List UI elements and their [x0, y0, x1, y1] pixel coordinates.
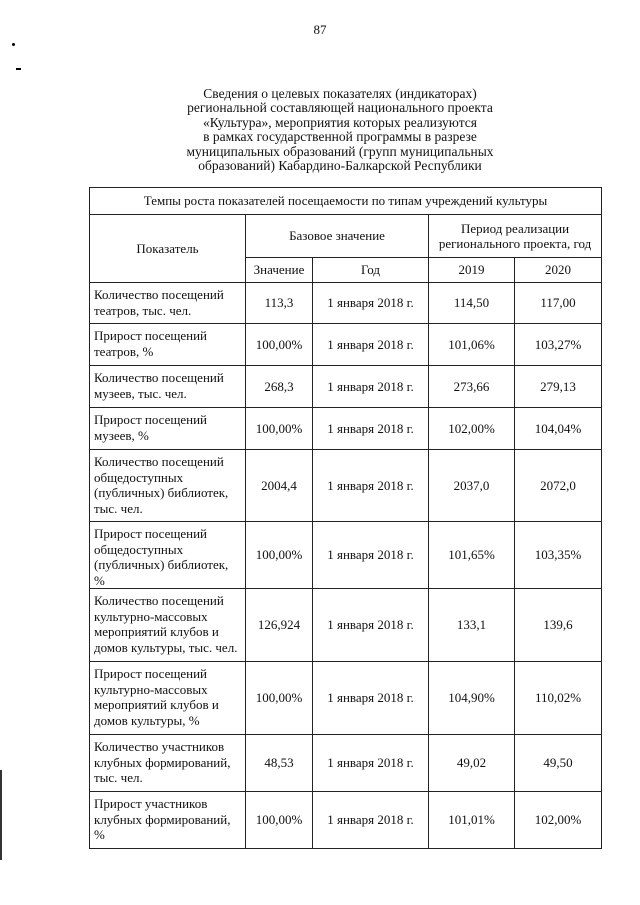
- indicator-name: Количество участников клубных формирований, тыс. чел.: [90, 735, 246, 792]
- table-row: [90, 324, 602, 366]
- base-value: 100,00%: [246, 662, 313, 735]
- base-year: 1 января 2018 г.: [313, 408, 429, 450]
- table-row: [90, 522, 602, 589]
- base-year: 1 января 2018 г.: [313, 589, 429, 662]
- scan-edge-mark: [0, 770, 2, 860]
- value-2019: 273,66: [429, 366, 515, 408]
- value-2020: 103,35%: [515, 522, 602, 589]
- title-line: «Культура», мероприятия которых реализуются: [203, 114, 477, 130]
- indicator-name: Количество посещений театров, тыс. чел.: [90, 283, 246, 324]
- value-2020: 279,13: [515, 366, 602, 408]
- indicator-name: Прирост посещений театров, %: [90, 324, 246, 366]
- document-title: [150, 87, 530, 173]
- base-value: 126,924: [246, 589, 313, 662]
- value-2019: 101,65%: [429, 522, 515, 589]
- header-2020: 2020: [515, 258, 602, 283]
- indicator-name: Количество посещений общедоступных (публичных) библиотек, тыс. чел.: [90, 450, 246, 522]
- base-value: 268,3: [246, 366, 313, 408]
- header-2019: 2019: [429, 258, 515, 283]
- base-year: 1 января 2018 г.: [313, 324, 429, 366]
- title-line: образований) Кабардино-Балкарской Республики: [198, 158, 482, 174]
- scan-dash-mark: [16, 68, 21, 70]
- base-year: 1 января 2018 г.: [313, 522, 429, 589]
- indicators-table: [89, 187, 602, 849]
- indicator-name: Прирост посещений музеев, %: [90, 408, 246, 450]
- indicator-name: Прирост участников клубных формирований, %: [90, 792, 246, 849]
- header-year: Год: [313, 258, 429, 283]
- value-2020: 102,00%: [515, 792, 602, 849]
- value-2019: 2037,0: [429, 450, 515, 522]
- base-year: 1 января 2018 г.: [313, 366, 429, 408]
- base-year: 1 января 2018 г.: [313, 662, 429, 735]
- scan-dot-mark: [12, 43, 15, 46]
- header-base-value: Базовое значение: [246, 215, 429, 258]
- value-2019: 101,06%: [429, 324, 515, 366]
- value-2020: 103,27%: [515, 324, 602, 366]
- table-row: [90, 283, 602, 324]
- value-2019: 102,00%: [429, 408, 515, 450]
- indicator-name: Количество посещений музеев, тыс. чел.: [90, 366, 246, 408]
- base-value: 100,00%: [246, 792, 313, 849]
- value-2020: 110,02%: [515, 662, 602, 735]
- header-period: Период реализации регионального проекта, год: [429, 215, 602, 258]
- base-year: 1 января 2018 г.: [313, 450, 429, 522]
- value-2020: 2072,0: [515, 450, 602, 522]
- base-year: 1 января 2018 г.: [313, 735, 429, 792]
- value-2020: 117,00: [515, 283, 602, 324]
- header-value: Значение: [246, 258, 313, 283]
- table-row: [90, 662, 602, 735]
- base-year: 1 января 2018 г.: [313, 283, 429, 324]
- base-value: 100,00%: [246, 522, 313, 589]
- base-value: 113,3: [246, 283, 313, 324]
- value-2020: 139,6: [515, 589, 602, 662]
- value-2019: 114,50: [429, 283, 515, 324]
- table-row: [90, 408, 602, 450]
- table-row: [90, 450, 602, 522]
- table-row: [90, 735, 602, 792]
- value-2019: 49,02: [429, 735, 515, 792]
- value-2020: 49,50: [515, 735, 602, 792]
- value-2019: 133,1: [429, 589, 515, 662]
- value-2019: 104,90%: [429, 662, 515, 735]
- table-caption: Темпы роста показателей посещаемости по типам учреждений культуры: [90, 188, 602, 215]
- title-line: в рамках государственной программы в разрезе: [203, 129, 477, 145]
- base-value: 100,00%: [246, 324, 313, 366]
- title-line: региональной составляющей национального проекта: [187, 100, 493, 116]
- indicator-name: Прирост посещений культурно-массовых мероприятий клубов и домов культуры, %: [90, 662, 246, 735]
- base-value: 100,00%: [246, 408, 313, 450]
- table-row: [90, 589, 602, 662]
- table-row: [90, 792, 602, 849]
- table-row: [90, 366, 602, 408]
- value-2019: 101,01%: [429, 792, 515, 849]
- base-value: 48,53: [246, 735, 313, 792]
- page-number: 87: [313, 22, 327, 37]
- title-line: муниципальных образований (групп муниципальных: [186, 143, 494, 159]
- header-indicator: Показатель: [90, 215, 246, 283]
- base-year: 1 января 2018 г.: [313, 792, 429, 849]
- indicator-name: Количество посещений культурно-массовых мероприятий клубов и домов культуры, тыс. чел.: [90, 589, 246, 662]
- indicator-name: Прирост посещений общедоступных (публичных) библиотек, %: [90, 522, 246, 589]
- title-line: Сведения о целевых показателях (индикаторах): [203, 86, 477, 101]
- base-value: 2004,4: [246, 450, 313, 522]
- value-2020: 104,04%: [515, 408, 602, 450]
